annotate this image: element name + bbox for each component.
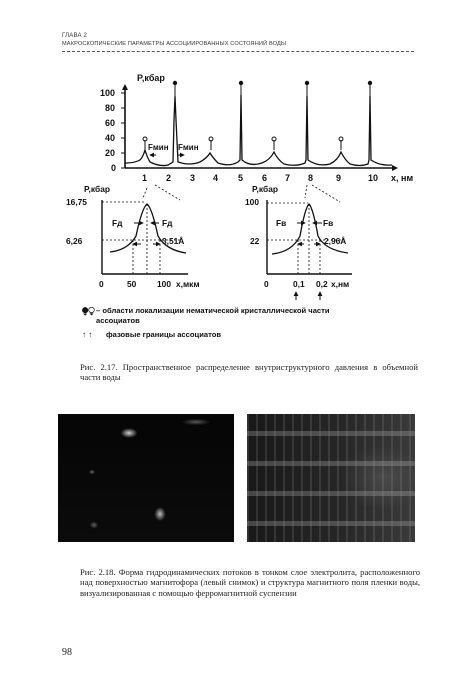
top-x-tick: 8: [308, 173, 314, 183]
figure-caption-2-18: Рис. 2.18. Форма гидродинамических потоков в тонком слое электролита, расположенного над поверхностью магнитофора (левый снимок) и структура магнитного поля пленки воды, визуализированная с помощью ферромагнитной суспензии: [80, 567, 420, 598]
left-inset-x-tick: 0: [99, 279, 104, 289]
top-y-tick: 100: [100, 88, 116, 98]
running-header-chapter: ГЛАВА 2: [62, 33, 88, 39]
left-inset: [102, 185, 188, 274]
top-peak-markers: [143, 81, 372, 141]
legend-item-boundaries: [82, 330, 221, 339]
running-header-title: МАКРОСКОПИЧЕСКИЕ ПАРАМЕТРЫ АССОЦИИРОВАННЫХ СОСТОЯНИЙ ВОДЫ: [62, 41, 287, 47]
legend-item-nematic-cont: ассоциатов: [96, 316, 140, 325]
top-plot: [121, 84, 398, 171]
filled-open-circle-arrow-icon: ⧭⧬: [82, 306, 95, 315]
left-inset-force: Fд: [112, 218, 123, 228]
photo-magnetic-field-structure: [247, 414, 415, 542]
top-x-unit: x, нм: [391, 173, 414, 183]
left-inset-y-unit: P,кбар: [84, 184, 110, 194]
right-inset-y-unit: P,кбар: [252, 184, 278, 194]
right-inset-x-tick: 0: [264, 279, 269, 289]
top-pressure-curve: [125, 95, 392, 166]
top-x-tick: 2: [166, 173, 172, 183]
left-inset-x-unit: x,мкм: [176, 279, 200, 289]
right-inset-base: 22: [250, 236, 260, 246]
right-inset-force: Fв: [323, 218, 334, 228]
top-plot-labels: [100, 73, 413, 183]
right-inset-labels: [245, 184, 349, 289]
right-inset-x-tick: 0,1: [293, 279, 305, 289]
top-x-tick: 6: [262, 173, 268, 183]
top-y-tick: 20: [105, 148, 116, 158]
top-x-tick: 9: [336, 173, 342, 183]
left-inset-x-tick: 100: [157, 279, 171, 289]
top-y-tick: 0: [111, 163, 117, 173]
left-inset-peak: 16,75: [66, 197, 87, 207]
photo-hydrodynamic-flows: [58, 414, 234, 542]
top-x-tick: 3: [190, 173, 196, 183]
left-inset-base: 6,26: [66, 236, 83, 246]
right-inset-width: 2,96Å: [324, 236, 347, 246]
top-x-tick: 1: [142, 173, 148, 183]
up-arrows-icon: ↑ ↑: [82, 330, 93, 339]
top-y-tick: 80: [105, 103, 116, 113]
top-y-unit: P,кбар: [137, 73, 165, 83]
top-y-tick: 40: [105, 133, 116, 143]
right-inset-peak: 100: [245, 197, 259, 207]
top-x-tick: 4: [213, 173, 219, 183]
top-x-tick: 7: [285, 173, 291, 183]
right-inset-x-unit: x,нм: [331, 279, 350, 289]
f-min-label: Fмин: [148, 143, 169, 152]
left-inset-force: Fд: [162, 218, 173, 228]
right-inset-curve: [272, 204, 348, 254]
legend-text: – области локализации нематической кристаллической части: [96, 306, 330, 315]
page-number: 98: [62, 647, 72, 658]
right-inset-x-tick: 0,2: [316, 279, 328, 289]
figure-caption-2-17: Рис. 2.17. Пространственное распределение внутриструктурного давления в объемной части воды: [80, 362, 418, 383]
top-x-tick: 10: [368, 173, 379, 183]
left-inset-width: 3,51Å: [162, 236, 185, 246]
legend-item-nematic: [82, 306, 330, 315]
left-inset-x-tick: 50: [127, 279, 137, 289]
right-inset-force: Fв: [276, 218, 287, 228]
top-y-tick: 60: [105, 118, 116, 128]
f-min-label: Fмин: [178, 143, 199, 152]
legend-text: фазовые границы ассоциатов: [106, 330, 222, 339]
top-x-tick: 5: [238, 173, 244, 183]
